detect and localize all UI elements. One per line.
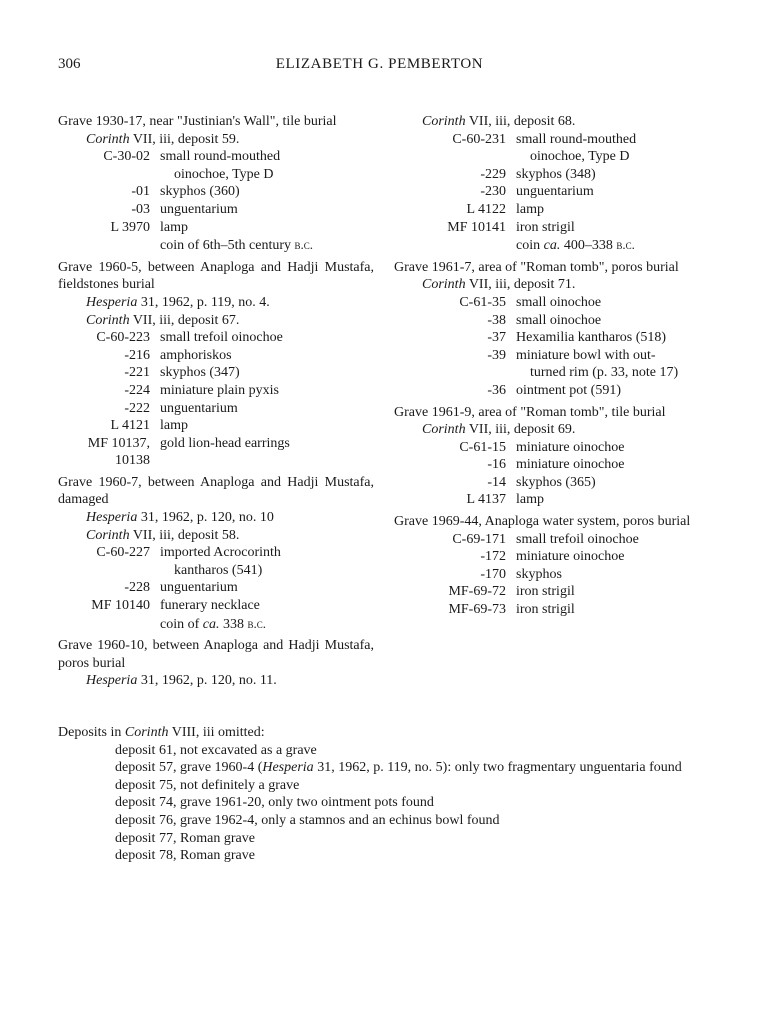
omitted-title: Deposits in Corinth VIII, iii omitted: [58, 725, 265, 740]
find-row [394, 329, 678, 347]
inventory-number: -01 [131, 184, 150, 200]
omitted-list [58, 742, 734, 865]
find-row [58, 329, 290, 347]
page-number: 306 [58, 56, 81, 72]
inventory-number: MF 10141 [447, 219, 506, 235]
find-description: iron strigil [516, 219, 575, 235]
omitted-deposit-text: deposit 74, grave 1961-20, only two ointment pots found [115, 795, 434, 811]
grave-reference: Corinth VII, iii, deposit 68. [422, 114, 576, 129]
finds-table [58, 148, 313, 255]
inventory-number: C-61-35 [459, 294, 506, 310]
finds-table [394, 294, 678, 400]
inventory-number: -216 [124, 347, 150, 363]
inventory-number: -224 [124, 382, 150, 398]
omitted-deposit-text: deposit 76, grave 1962-4, only a stamnos and an echinus bowl found [115, 812, 500, 828]
find-row [58, 364, 290, 382]
find-row [394, 439, 624, 457]
find-description: lamp [160, 219, 188, 235]
find-description: miniature bowl with out- turned rim (p. 33, note 17) [516, 347, 679, 381]
find-row [58, 183, 313, 201]
find-row [58, 148, 313, 183]
grave-entry [58, 474, 374, 633]
omitted-deposit-text: deposit 57, grave 1960-4 (Hesperia 31, 1962, p. 119, no. 5): only two fragmentary unguentaria found [115, 760, 682, 776]
omitted-deposits [58, 724, 734, 865]
find-description: skyphos (360) [160, 184, 240, 200]
inventory-number: L 4121 [110, 418, 150, 434]
inventory-number: MF 10140 [91, 598, 150, 614]
find-description: funerary necklace [160, 598, 260, 614]
omitted-deposit-text: deposit 78, Roman grave [115, 848, 255, 864]
grave-reference: Hesperia 31, 1962, p. 119, no. 4. [86, 294, 270, 310]
inventory-number: -172 [480, 549, 506, 565]
find-row [394, 236, 636, 255]
find-row [58, 382, 290, 400]
grave-reference: Corinth VII, iii, deposit 59. [86, 131, 240, 147]
omitted-deposit [115, 794, 734, 812]
find-description-cont: kantharos (541) [174, 562, 263, 578]
finds-table [58, 544, 281, 633]
finds-table [58, 329, 290, 470]
grave-entry [394, 259, 712, 400]
continuation-refs [394, 113, 712, 131]
find-description-cont: oinochoe, Type D [530, 149, 630, 165]
omitted-deposit [115, 847, 734, 865]
find-row [58, 400, 290, 418]
grave-entry [394, 513, 712, 619]
find-description: skyphos (365) [516, 474, 596, 490]
find-description: coin of ca. 338 b.c. [160, 615, 266, 632]
find-description: skyphos [516, 566, 562, 582]
inventory-number: -222 [124, 400, 150, 416]
grave-entry [58, 113, 374, 255]
find-description: iron strigil [516, 602, 575, 618]
find-description: unguentarium [160, 400, 238, 416]
omitted-deposit [115, 830, 734, 848]
inventory-number: C-60-231 [452, 131, 506, 147]
find-row [394, 474, 624, 492]
inventory-number: -228 [124, 580, 150, 596]
running-head: ELIZABETH G. PEMBERTON [275, 56, 484, 72]
omitted-deposit [115, 759, 734, 777]
find-description: lamp [516, 492, 544, 508]
grave-entry [58, 259, 374, 470]
omitted-deposit [115, 812, 734, 830]
find-description: lamp [516, 201, 544, 217]
find-row [58, 597, 281, 615]
find-description: small oinochoe [516, 312, 602, 328]
find-row [58, 219, 313, 237]
find-description: miniature oinochoe [516, 457, 625, 473]
find-description: skyphos (348) [516, 166, 596, 182]
omitted-deposit [115, 742, 734, 760]
find-row [394, 456, 624, 474]
inventory-number: L 4137 [466, 492, 506, 508]
find-description: iron strigil [516, 584, 575, 600]
find-row [394, 548, 639, 566]
find-description: miniature plain pyxis [160, 382, 279, 398]
find-row [394, 219, 636, 237]
find-row [394, 183, 636, 201]
grave-reference: Hesperia 31, 1962, p. 120, no. 10 [86, 510, 274, 526]
omitted-deposit-text: deposit 61, not excavated as a grave [115, 742, 317, 758]
inventory-number: -39 [487, 347, 506, 363]
grave-heading: Grave 1930-17, near "Justinian's Wall", tile burial [58, 114, 337, 129]
inventory-number: MF 10137, [87, 435, 150, 451]
find-description: coin ca. 400–338 b.c. [516, 237, 635, 254]
find-row [394, 583, 639, 601]
grave-heading: Grave 1960-10, between Anaploga and Hadji Mustafa, poros burial [58, 638, 374, 671]
inventory-number [394, 236, 516, 255]
grave-reference: Hesperia 31, 1962, p. 120, no. 11. [86, 673, 277, 689]
find-row [58, 579, 281, 597]
find-description: imported Acrocorinth kantharos (541) [160, 545, 281, 578]
inventory-number: C-60-223 [96, 330, 150, 346]
find-row [58, 544, 281, 579]
find-description: unguentarium [516, 184, 594, 200]
inventory-number: -229 [480, 166, 506, 182]
find-row [58, 417, 290, 435]
inventory-number: -16 [487, 457, 506, 473]
finds-table [394, 439, 624, 509]
inventory-number: MF-69-73 [448, 602, 506, 618]
find-row [58, 435, 290, 453]
find-row [394, 531, 639, 549]
find-row [394, 166, 636, 184]
inventory-number: -230 [480, 184, 506, 200]
find-row [58, 452, 290, 470]
left-column [58, 113, 374, 694]
find-description: unguentarium [160, 580, 238, 596]
find-description: amphoriskos [160, 347, 232, 363]
find-description: small round-mouthed oinochoe, Type D [160, 148, 313, 183]
find-row [58, 236, 313, 255]
find-description: small trefoil oinochoe [160, 330, 283, 346]
find-row [394, 201, 636, 219]
find-description: small trefoil oinochoe [516, 531, 639, 547]
find-row [394, 491, 624, 509]
find-description: miniature oinochoe [516, 549, 625, 565]
grave-heading: Grave 1961-7, area of "Roman tomb", poros burial [394, 259, 679, 275]
find-description-cont: turned rim (p. 33, note 17) [530, 365, 679, 381]
finds-table [394, 531, 639, 619]
inventory-number: L 4122 [466, 201, 506, 217]
grave-heading: Grave 1960-5, between Anaploga and Hadji Mustafa, fieldstones burial [58, 259, 374, 293]
inventory-number: C-69-171 [452, 531, 506, 547]
find-description [160, 452, 290, 470]
inventory-number: MF-69-72 [448, 584, 506, 600]
right-column [394, 113, 712, 623]
inventory-number [58, 236, 160, 255]
find-row [394, 382, 678, 400]
find-description-cont: oinochoe, Type D [174, 166, 274, 182]
inventory-number: -14 [487, 474, 506, 490]
inventory-number: -36 [487, 382, 506, 398]
grave-entry [394, 404, 712, 510]
grave-heading: Grave 1960-7, between Anaploga and Hadji Mustafa, damaged [58, 474, 374, 508]
find-row [394, 312, 678, 330]
grave-heading: Grave 1969-44, Anaploga water system, poros burial [394, 514, 691, 530]
inventory-number: 10138 [115, 453, 150, 469]
inventory-number: C-30-02 [103, 149, 150, 165]
grave-entry [58, 637, 374, 690]
find-description: unguentarium [160, 201, 238, 217]
inventory-number: -221 [124, 365, 150, 381]
grave-reference: Corinth VII, iii, deposit 58. [86, 527, 240, 543]
find-row [394, 347, 678, 382]
inventory-number: -03 [131, 201, 150, 217]
find-description: gold lion-head earrings [160, 435, 290, 451]
grave-continuation [394, 113, 712, 255]
inventory-number: C-61-15 [459, 439, 506, 455]
inventory-number: -170 [480, 566, 506, 582]
find-row [394, 131, 636, 166]
finds-table [394, 131, 636, 255]
find-description: skyphos (347) [160, 365, 240, 381]
omitted-deposit-text: deposit 77, Roman grave [115, 830, 255, 846]
find-description: coin of 6th–5th century b.c. [160, 237, 314, 254]
inventory-number: -38 [487, 312, 506, 328]
grave-reference: Corinth VII, iii, deposit 67. [86, 312, 240, 328]
find-description: lamp [160, 418, 188, 434]
inventory-number: -37 [487, 330, 506, 346]
find-row [394, 601, 639, 619]
find-row [394, 566, 639, 584]
inventory-number: L 3970 [110, 219, 150, 235]
find-description: miniature oinochoe [516, 439, 625, 455]
find-description: small round-mouthed oinochoe, Type D [516, 131, 637, 165]
find-row [58, 615, 281, 634]
inventory-number [58, 615, 160, 634]
grave-heading: Grave 1961-9, area of "Roman tomb", tile burial [394, 404, 666, 420]
find-description: small oinochoe [516, 294, 602, 310]
omitted-deposit-text: deposit 75, not definitely a grave [115, 777, 300, 793]
omitted-deposit [115, 777, 734, 795]
grave-reference: Corinth VII, iii, deposit 69. [422, 422, 576, 438]
find-description: Hexamilia kantharos (518) [516, 330, 667, 346]
grave-reference: Corinth VII, iii, deposit 71. [422, 277, 576, 293]
inventory-number: C-60-227 [96, 545, 150, 561]
find-row [58, 347, 290, 365]
find-row [58, 201, 313, 219]
find-description: ointment pot (591) [516, 382, 621, 398]
find-row [394, 294, 678, 312]
